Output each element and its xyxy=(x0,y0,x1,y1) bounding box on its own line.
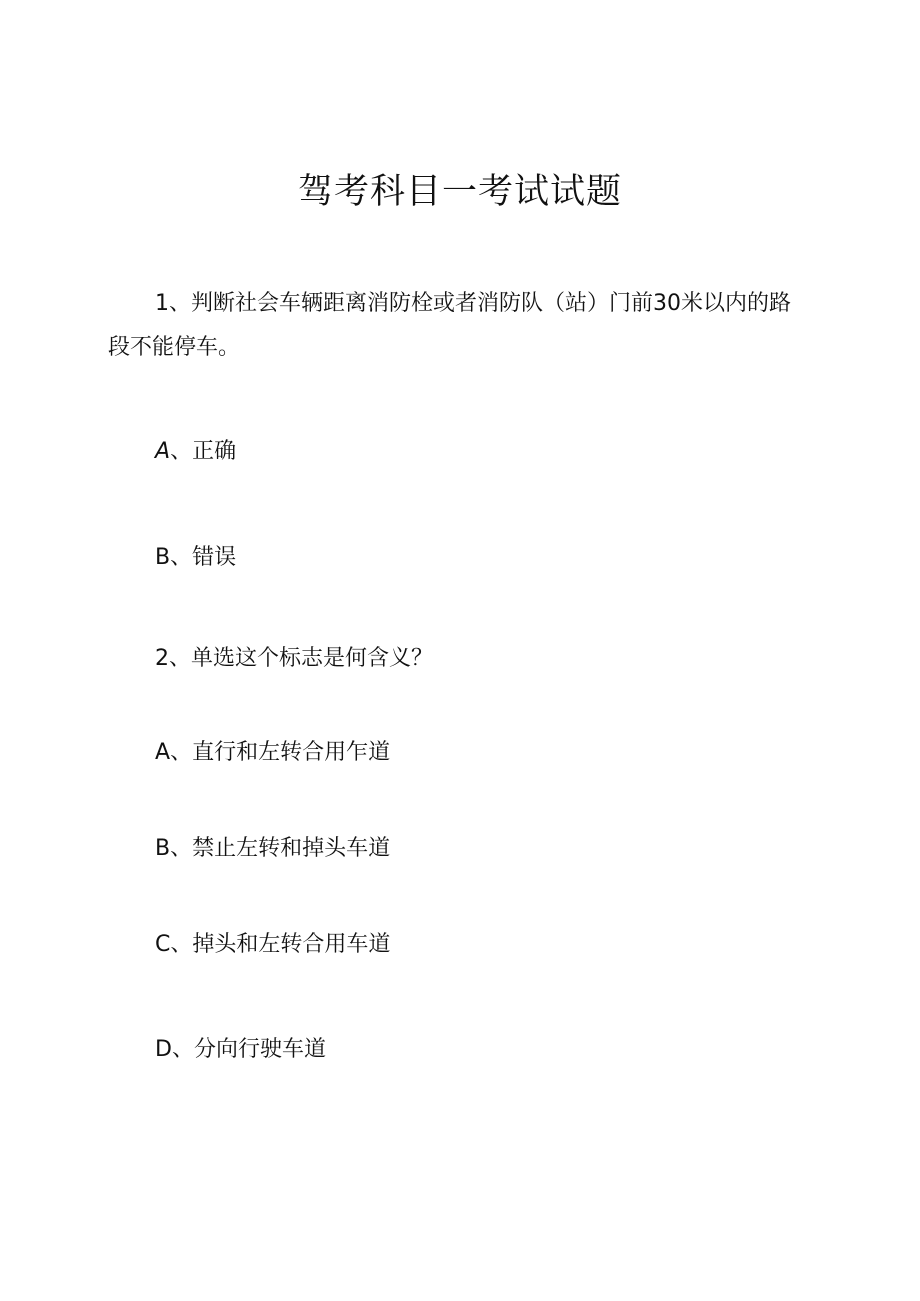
question-2-option-d xyxy=(155,1034,326,1066)
option-a-mark: A xyxy=(155,439,171,464)
option-b-mark: B xyxy=(155,836,171,861)
question-1-option-b xyxy=(155,542,236,574)
option-d-mark: D xyxy=(155,1037,172,1062)
question-2-option-c xyxy=(155,929,390,961)
option-c-label: 、掉头和左转合用车道 xyxy=(170,932,391,957)
option-a-mark: A xyxy=(155,740,171,765)
option-b-label: 、禁止左转和掉头车道 xyxy=(170,836,391,861)
option-a-label: 、正确 xyxy=(170,439,237,464)
option-b-label: 、错误 xyxy=(170,545,237,570)
option-d-label: 、分向行驶车道 xyxy=(171,1037,326,1062)
question-2-option-b xyxy=(155,833,390,865)
option-b-mark: B xyxy=(155,545,171,570)
question-1-text: 1、判断社会车辆距离消防栓或者消防队（站）门前30米以内的路段不能停车。 xyxy=(108,291,791,360)
question-2-text: 2、单选这个标志是何含义？ xyxy=(155,646,433,671)
option-a-label: 、直行和左转合用乍道 xyxy=(170,740,391,765)
document-title: 驾考科目一考试试题 xyxy=(297,172,622,212)
question-2-option-a xyxy=(155,737,390,769)
option-c-mark: C xyxy=(155,932,171,957)
question-1-option-a xyxy=(155,436,236,468)
